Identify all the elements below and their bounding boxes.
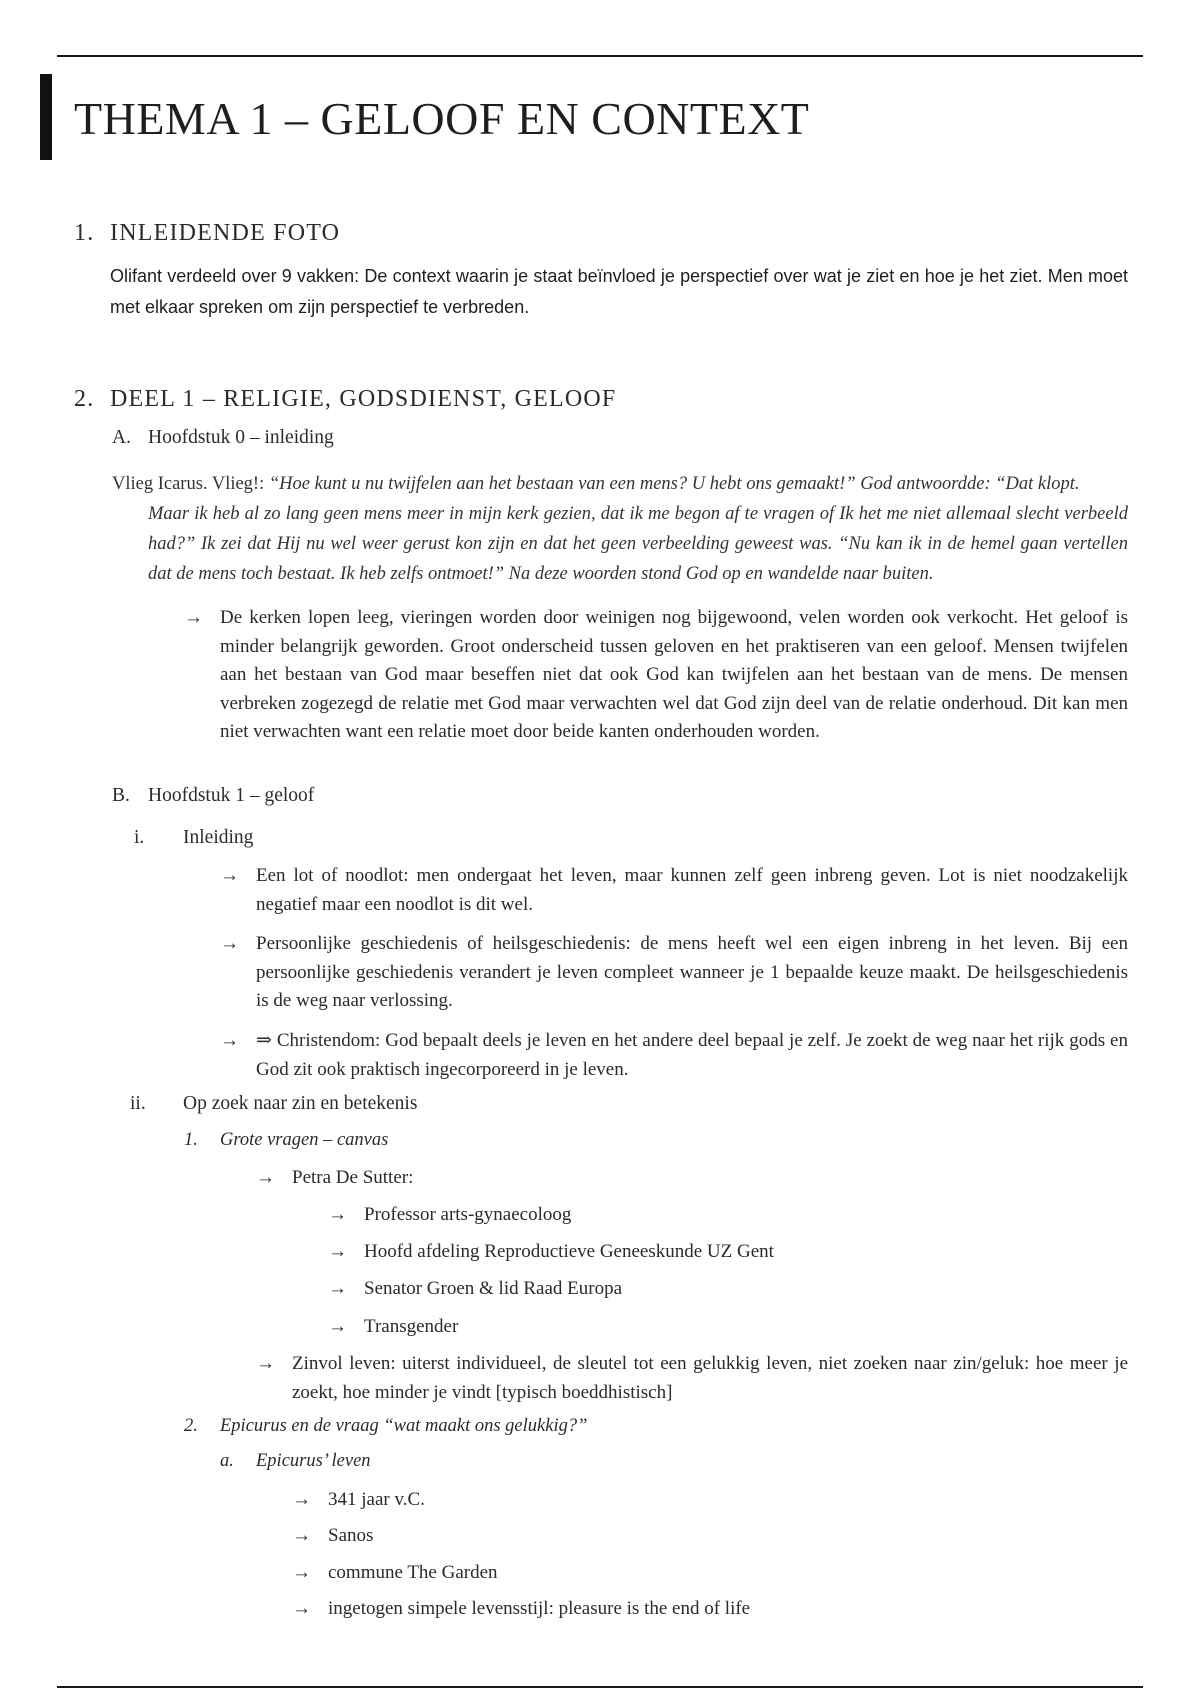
arrow-item-geschiedenis-text: Persoonlijke geschiedenis of heilsgeschiedenis: de mens heeft wel een eigen inbreng in het leven. Bij een persoonlijke geschiedenis verandert je leven compleet wanneer je 1 bepaalde keuze maakt. De heilsgeschiedenis is de weg naar verlossing. (256, 933, 1128, 1011)
arrow-item-petra-text: Petra De Sutter: (292, 1167, 414, 1188)
subsection-a-label: Hoofdstuk 0 – inleiding (148, 427, 334, 448)
arrow-item-lot-text: Een lot of noodlot: men ondergaat het leven, maar kunnen zelf geen inbreng geven. Lot is niet noodzakelijk negatief maar een noodlot is dit wel. (256, 865, 1128, 915)
icarus-quote (112, 469, 1128, 589)
subsection-i-label: Inleiding (183, 827, 254, 848)
arrow-icon: → (220, 1030, 239, 1051)
epicurus-item (292, 1486, 425, 1515)
petra-item-text: Transgender (364, 1316, 459, 1337)
subsection-b-marker: B. (112, 785, 130, 806)
subsection-b-label: Hoofdstuk 1 – geloof (148, 785, 315, 806)
subsection-ii-marker: ii. (130, 1093, 146, 1114)
petra-item (328, 1313, 459, 1342)
subsection-1 (184, 1130, 388, 1151)
epicurus-item (292, 1559, 498, 1588)
subsection-a-small (220, 1451, 371, 1472)
section-2-number: 2. (74, 386, 95, 412)
arrow-paragraph-a-text: De kerken lopen leeg, vieringen worden door weinigen nog bijgewoond, velen worden ook verkocht. Het geloof is minder belangrijk geworden. Groot onderscheid tussen geloven en het praktiseren van een geloof. Mensen twijfelen aan het bestaan van God maar beseffen niet dat ook God kan twijfelen aan het bestaan van de mens. De mensen verbreken zogezegd de relatie met God maar verwachten wel dat God zijn deel van de relatie onderhoud. Dit kan men niet verwachten want een relatie moet door beide kanten onderhouden worden. (220, 607, 1128, 742)
petra-item (328, 1201, 572, 1230)
subsection-b (112, 785, 314, 807)
arrow-icon: → (220, 933, 239, 954)
arrow-paragraph-a (184, 604, 1128, 747)
arrow-item-zinvol-text: Zinvol leven: uiterst individueel, de sleutel tot een gelukkig leven, niet zoeken naar zin/geluk: hoe meer je zoekt, hoe minder je vindt [typisch boeddhistisch] (292, 1353, 1128, 1403)
quote-lead: Vlieg Icarus. Vlieg!: (112, 474, 269, 494)
epicurus-item (292, 1595, 751, 1624)
subsection-i (134, 827, 253, 849)
section-1-text: Olifant verdeeld over 9 vakken: De context waarin je staat beïnvloed je perspectief over wat je ziet en hoe je het ziet. Men moet met elkaar spreken om zijn perspectief te verbreden. (110, 266, 1128, 317)
arrow-icon: → (292, 1525, 311, 1546)
arrow-icon: → (256, 1353, 275, 1374)
subsection-a-small-marker: a. (220, 1451, 234, 1471)
arrow-item-christendom-text: ⇒ Christendom: God bepaalt deels je leven en het andere deel bepaal je zelf. Je zoekt de weg naar het rijk gods en God zit ook praktisch ingecorporeerd in je leven. (256, 1030, 1128, 1080)
epicurus-item (292, 1522, 374, 1551)
subsection-a (112, 427, 334, 449)
subsection-ii-label: Op zoek naar zin en betekenis (183, 1093, 418, 1114)
subsection-a-marker: A. (112, 427, 131, 448)
quote-line-1: “Hoe kunt u nu twijfelen aan het bestaan van een mens? U hebt ons gemaakt!” God antwoordde: “Dat klopt. (268, 474, 1080, 494)
section-1-number: 1. (74, 220, 95, 246)
page-title: THEMA 1 – GELOOF EN CONTEXT (74, 93, 810, 144)
petra-item-text: Hoofd afdeling Reproductieve Geneeskunde UZ Gent (364, 1241, 774, 1262)
epicurus-item-text: commune The Garden (328, 1562, 498, 1583)
epicurus-item-text: Sanos (328, 1525, 374, 1546)
arrow-icon: → (220, 865, 239, 886)
bottom-rule (57, 1686, 1143, 1688)
arrow-icon: → (328, 1241, 347, 1262)
subsection-i-marker: i. (134, 827, 145, 848)
section-1-heading (74, 220, 340, 247)
subsection-ii (130, 1093, 417, 1115)
arrow-item-christendom (220, 1027, 1128, 1084)
arrow-icon: → (256, 1167, 275, 1188)
petra-item-text: Professor arts-gynaecoloog (364, 1204, 572, 1225)
arrow-item-petra (256, 1164, 414, 1193)
arrow-item-lot (220, 862, 1128, 919)
arrow-icon: → (328, 1316, 347, 1337)
arrow-icon: → (292, 1562, 311, 1583)
epicurus-item-text: 341 jaar v.C. (328, 1489, 425, 1510)
subsection-1-label: Grote vragen – canvas (220, 1130, 389, 1150)
title-accent-bar (40, 74, 52, 160)
top-rule (57, 55, 1143, 57)
petra-item (328, 1238, 774, 1267)
petra-item-text: Senator Groen & lid Raad Europa (364, 1278, 623, 1299)
subsection-1-marker: 1. (184, 1130, 198, 1150)
petra-item (328, 1275, 623, 1304)
arrow-icon: → (184, 607, 203, 628)
arrow-icon: → (328, 1204, 347, 1225)
epicurus-item-text: ingetogen simpele levensstijl: pleasure is the end of life (328, 1598, 751, 1619)
arrow-icon: → (328, 1278, 347, 1299)
section-2-title: DEEL 1 – RELIGIE, GODSDIENST, GELOOF (110, 386, 617, 412)
subsection-2 (184, 1416, 587, 1437)
section-1-title: INLEIDENDE FOTO (110, 220, 341, 246)
subsection-a-small-label: Epicurus’ leven (256, 1451, 371, 1471)
subsection-2-marker: 2. (184, 1416, 198, 1436)
arrow-icon: → (292, 1598, 311, 1619)
section-2-heading (74, 386, 616, 413)
arrow-item-geschiedenis (220, 930, 1128, 1016)
subsection-2-label: Epicurus en de vraag “wat maakt ons gelukkig?” (220, 1416, 588, 1436)
arrow-icon: → (292, 1489, 311, 1510)
quote-rest: Maar ik heb al zo lang geen mens meer in mijn kerk gezien, dat ik me begon af te vragen of Ik het me niet allemaal slecht verbeeld had?” Ik zei dat Hij nu wel weer gerust kon zijn en dat het geen verbeelding geweest was. “Nu kan ik in de hemel gaan vertellen dat de mens toch bestaat. Ik heb zelfs ontmoet!” Na deze woorden stond God op en wandelde naar buiten. (148, 504, 1128, 584)
arrow-item-zinvol (256, 1350, 1128, 1407)
